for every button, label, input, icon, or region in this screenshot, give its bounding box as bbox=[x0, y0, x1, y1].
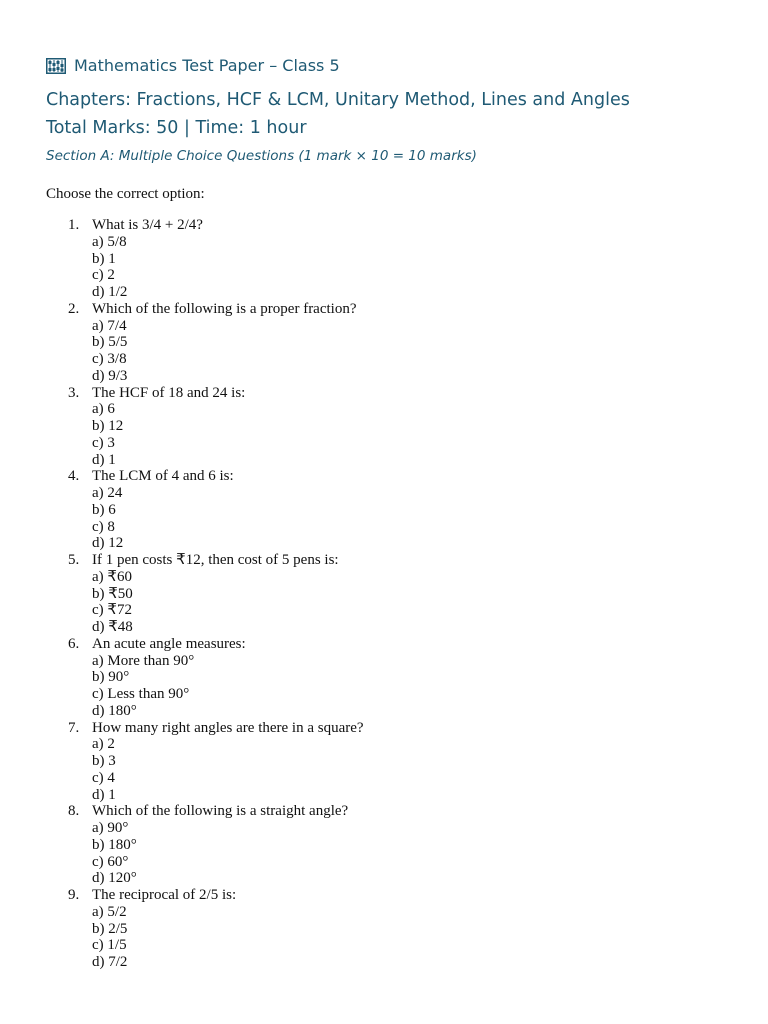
question-number: 6. bbox=[68, 635, 80, 652]
answer-option: c) 60° bbox=[92, 853, 129, 870]
question-number: 1. bbox=[68, 217, 80, 233]
question-number: 7. bbox=[68, 719, 80, 736]
question-item bbox=[46, 468, 726, 552]
test-paper-page bbox=[46, 54, 726, 971]
answer-option: b) 1 bbox=[92, 250, 116, 267]
question-number: 4. bbox=[68, 468, 80, 485]
answer-option: b) 5/5 bbox=[92, 334, 128, 351]
answer-option: a) More than 90° bbox=[92, 652, 195, 669]
document-title bbox=[46, 54, 726, 78]
answer-option: a) ₹60 bbox=[92, 568, 132, 585]
answer-option: c) 1/5 bbox=[92, 937, 127, 954]
marks-time-line: Total Marks: 50 | Time: 1 hour bbox=[46, 118, 307, 138]
question-number: 5. bbox=[68, 552, 80, 568]
question-text: What is 3/4 + 2/4? bbox=[92, 217, 203, 233]
question-text: How many right angles are there in a square? bbox=[92, 719, 364, 736]
question-number: 9. bbox=[68, 887, 80, 903]
answer-option: c) 2 bbox=[92, 267, 115, 284]
answer-option: c) 4 bbox=[92, 769, 115, 786]
answer-option: c) Less than 90° bbox=[92, 686, 190, 702]
answer-option: d) 9/3 bbox=[92, 367, 128, 384]
answer-option: d) 1 bbox=[92, 451, 116, 468]
question-list bbox=[46, 217, 726, 971]
instruction-text: Choose the correct option: bbox=[46, 186, 205, 202]
question-text: If 1 pen costs ₹12, then cost of 5 pens is: bbox=[92, 552, 339, 568]
answer-option: b) ₹50 bbox=[92, 585, 133, 602]
question-text: An acute angle measures: bbox=[92, 635, 246, 652]
question-item bbox=[46, 720, 726, 804]
answer-option: b) 180° bbox=[92, 836, 137, 853]
answer-option: d) 180° bbox=[92, 702, 137, 719]
answer-option: b) 90° bbox=[92, 669, 130, 686]
answer-option: d) 120° bbox=[92, 870, 137, 887]
answer-option: c) 8 bbox=[92, 518, 115, 535]
answer-option: d) 7/2 bbox=[92, 954, 128, 970]
answer-option: a) 24 bbox=[92, 485, 123, 501]
question-item bbox=[46, 217, 726, 301]
answer-option: d) ₹48 bbox=[92, 619, 133, 635]
question-text: Which of the following is a straight angle? bbox=[92, 803, 349, 820]
section-heading: Section A: Multiple Choice Questions (1 mark × 10 = 10 marks) bbox=[46, 148, 477, 164]
question-number: 8. bbox=[68, 803, 80, 820]
answer-option: d) 1/2 bbox=[92, 284, 128, 300]
question-text: The reciprocal of 2/5 is: bbox=[92, 887, 237, 903]
chapters-line: Chapters: Fractions, HCF & LCM, Unitary Method, Lines and Angles bbox=[46, 90, 630, 110]
answer-option: d) 1 bbox=[92, 786, 116, 803]
answer-option: c) ₹72 bbox=[92, 602, 132, 619]
answer-option: a) 5/8 bbox=[92, 233, 127, 250]
answer-option: b) 3 bbox=[92, 753, 116, 769]
answer-option: b) 6 bbox=[92, 501, 116, 518]
answer-option: a) 7/4 bbox=[92, 317, 127, 334]
answer-option: c) 3/8 bbox=[92, 351, 127, 367]
question-text: The LCM of 4 and 6 is: bbox=[92, 468, 234, 485]
answer-option: b) 12 bbox=[92, 418, 124, 434]
question-item bbox=[46, 301, 726, 385]
question-text: Which of the following is a proper fraction? bbox=[92, 300, 357, 317]
answer-option: a) 6 bbox=[92, 401, 115, 418]
question-item bbox=[46, 636, 726, 720]
answer-option: b) 2/5 bbox=[92, 920, 128, 937]
question-item bbox=[46, 552, 726, 636]
question-item bbox=[46, 887, 726, 971]
answer-option: a) 5/2 bbox=[92, 903, 127, 920]
question-item bbox=[46, 385, 726, 469]
question-number: 2. bbox=[68, 300, 80, 317]
answer-option: a) 2 bbox=[92, 736, 115, 753]
document-title-text: Mathematics Test Paper – Class 5 bbox=[74, 56, 340, 75]
question-text: The HCF of 18 and 24 is: bbox=[92, 384, 246, 401]
abacus-icon bbox=[46, 58, 66, 74]
answer-option: a) 90° bbox=[92, 820, 129, 836]
answer-option: c) 3 bbox=[92, 434, 115, 451]
question-number: 3. bbox=[68, 384, 80, 401]
answer-option: d) 12 bbox=[92, 535, 124, 552]
question-item bbox=[46, 803, 726, 887]
